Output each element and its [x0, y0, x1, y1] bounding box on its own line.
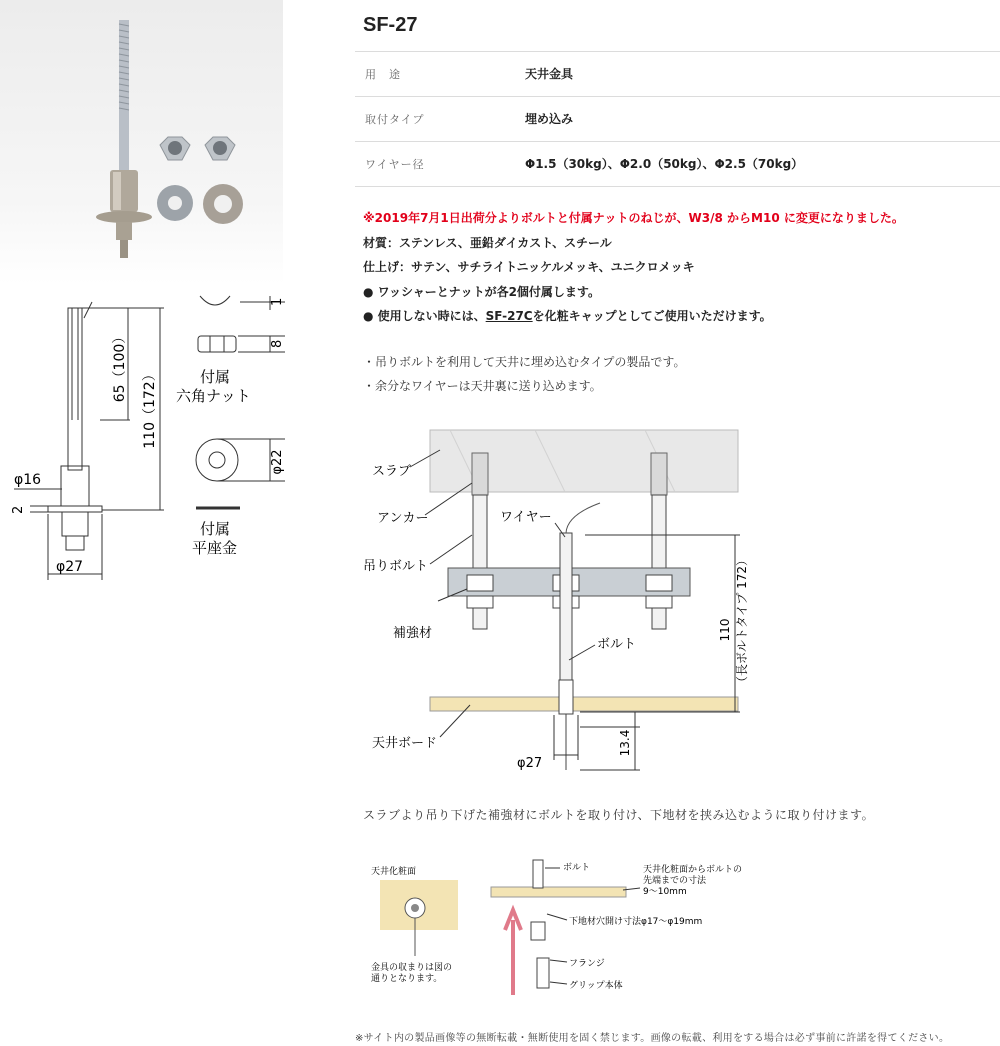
product-photo-drawing: [0, 0, 283, 285]
dim-2: 2: [11, 505, 26, 514]
fit-note-1: 金具の収まりは図の: [371, 963, 453, 973]
cap-note-pre: ● 使用しない時には、: [363, 309, 486, 323]
dim-65: 65（100）: [112, 329, 128, 403]
finish-note: 仕上げ：サテン、サチライトニッケルメッキ、ユニクロメッキ: [363, 260, 695, 274]
dim-washer: φ22: [270, 449, 285, 475]
label-flange: フランジ: [569, 959, 605, 969]
dim-110-diagram: 110: [718, 618, 732, 642]
dim-phi27: φ27: [56, 559, 84, 575]
dim-nut-top: 1: [270, 297, 285, 306]
description-line: ・余分なワイヤーは天井裏に送り込めます。: [363, 379, 602, 393]
fitting-diagram: [355, 850, 755, 1000]
installation-caption: スラブより吊り下げた補強材にボルトを取り付け、下地材を挟み込むように取り付けます。: [363, 808, 875, 822]
label-bolt-small: ボルト: [563, 863, 591, 873]
warning-note: ※2019年7月1日出荷分よりボルトと付属ナットのねじが、W3/8 からM10 に変更になりました。: [363, 211, 904, 225]
spec-row-wire: [355, 141, 1000, 187]
spec-value: 埋め込み: [525, 112, 574, 126]
dist-note-2: 先端までの寸法: [643, 876, 707, 886]
label-hang-bolt: 吊りボルト: [363, 559, 429, 574]
washer-label-2: 平座金: [192, 539, 238, 557]
dim-long-type: （長ボルトタイプ 172）: [735, 553, 749, 689]
product-title: SF-27: [363, 14, 418, 36]
product-notes: [363, 206, 1000, 329]
dim-nut-height: 8: [270, 339, 285, 348]
cap-note-post: を化粧キャップとしてご使用いただけます。: [532, 309, 772, 323]
dist-note-3: 9～10mm: [643, 887, 687, 897]
dist-note-1: 天井化粧面からボルトの: [643, 865, 743, 875]
label-ceiling-face: 天井化粧面: [371, 867, 417, 877]
washer-label-1: 付属: [200, 520, 231, 538]
dim-13-4: 13.4: [618, 729, 632, 757]
label-reinforce: 補強材: [393, 626, 433, 641]
label-ceiling-board: 天井ボード: [372, 736, 438, 751]
spec-value: Φ1.5（30kg）、Φ2.0（50kg）、Φ2.5（70kg）: [525, 157, 804, 171]
material-note: 材質：ステンレス、亜鉛ダイカスト、スチール: [363, 235, 612, 250]
product-description: [363, 350, 685, 398]
spec-row-use: [355, 51, 1000, 96]
sf27c-link[interactable]: SF-27C: [485, 309, 533, 323]
label-grip: グリップ本体: [569, 981, 623, 991]
hole-note: 下地材穴開け寸法φ17～φ19mm: [569, 917, 703, 927]
label-bolt: ボルト: [597, 637, 637, 652]
spec-row-mount: [355, 96, 1000, 141]
installation-diagram: [355, 425, 755, 775]
spec-label: 用 途: [365, 68, 401, 81]
description-line: ・吊りボルトを利用して天井に埋め込むタイプの製品です。: [363, 355, 686, 369]
dimension-drawing: [0, 290, 300, 600]
spec-label: 取付タイプ: [365, 113, 425, 126]
dim-phi27-diagram: φ27: [517, 756, 543, 771]
fit-note-2: 通りとなります。: [371, 974, 443, 984]
spec-label: ワイヤー径: [365, 158, 425, 171]
product-photo: [0, 0, 283, 285]
cap-note: [363, 304, 1000, 329]
spec-value: 天井金具: [525, 67, 574, 81]
spec-table: [355, 51, 1000, 187]
label-slab: スラブ: [372, 464, 412, 479]
nut-label-2: 六角ナット: [176, 387, 251, 405]
accessory-note: ● ワッシャーとナットが各2個付属します。: [363, 284, 600, 299]
dim-phi16: φ16: [14, 472, 42, 488]
copyright-footer: ※サイト内の製品画像等の無断転載・無断使用を固く禁じます。画像の転載、利用をする場合は必ず事前に許諾を得てください。: [355, 1033, 950, 1044]
nut-label-1: 付属: [200, 368, 231, 386]
label-anchor: アンカー: [377, 511, 429, 526]
dim-110: 110（172）: [142, 367, 158, 449]
label-wire: ワイヤー: [500, 510, 552, 525]
